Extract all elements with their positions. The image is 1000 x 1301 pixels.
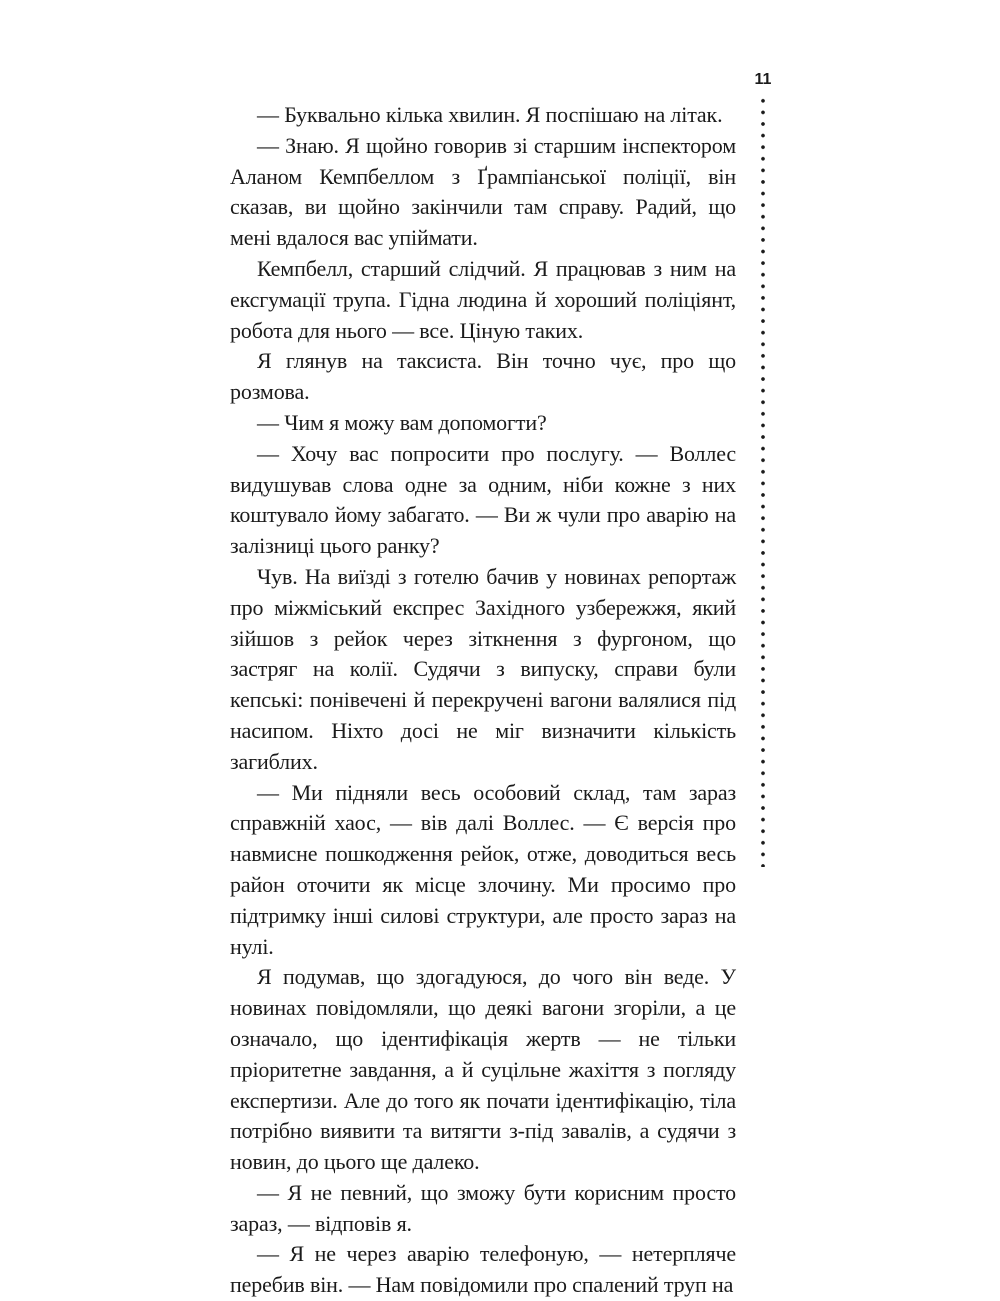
paragraph-11: — Я не через аварію телефоную, — нетерпляче перебив він. — Нам повідомили про спалений труп на xyxy=(230,1241,736,1298)
page-number: 11 xyxy=(754,71,772,88)
paragraph-1: — Буквально кілька хвилин. Я поспішаю на літак. xyxy=(257,102,723,127)
paragraph-10: — Я не певний, що зможу бути корисним просто зараз, — відповів я. xyxy=(230,1179,736,1236)
book-page-text xyxy=(230,100,736,1301)
paragraph-4: Я глянув на таксиста. Він точно чує, про що розмова. xyxy=(230,348,736,405)
paragraph-9: Я подумав, що здогадуюся, до чого він веде. У новинах повідомляли, що деякі вагони згоріли, а це означало, що ідентифікація жертв — не тільки пріоритетне завдання, а й суцільне жахіття з погляду експертизи. Але до того як почати ідентифікацію, тіла потрібно виявити та витягти з-під завалів, а судячи з новин, до цього ще далеко. xyxy=(230,964,736,1175)
paragraph-6: — Хочу вас попросити про послугу. — Воллес видушував слова одне за одним, ніби кожне з них коштувало йому забагато. — Ви ж чули про аварію на залізниці цього ранку? xyxy=(230,440,736,559)
paragraph-3: Кемпбелл, старший слідчий. Я працював з ним на ексгумації трупа. Гідна людина й хороший поліціянт, робота для нього — все. Ціную таких. xyxy=(230,255,736,343)
paragraph-5: — Чим я можу вам допомогти? xyxy=(257,409,547,435)
paragraph-8: — Ми підняли весь особовий склад, там зараз справжній хаос, — вів далі Воллес. — Є версія про навмисне пошкодження рейок, отже, доводиться весь район оточити як місце злочину. Ми просимо про підтримку інші силові структури, але просто зараз на нулі. xyxy=(230,779,736,959)
paragraph-7: Чув. На виїзді з готелю бачив у новинах репортаж про міжміський експрес Західного узбережжя, який зійшов з рейок через зіткнення з фургоном, що застряг на колії. Судячи з випуску, справи були кепські: понівечені й перекручені вагони валялися під насипом. Ніхто досі не міг визначити кількість загиблих. xyxy=(230,563,736,774)
dotted-margin-rule xyxy=(761,95,765,867)
paragraph-2: — Знаю. Я щойно говорив зі старшим інспектором Аланом Кемпбеллом з Ґрампіанської поліції, він сказав, ви щойно закінчили там справу. Радий, що мені вдалося вас упіймати. xyxy=(230,132,736,251)
